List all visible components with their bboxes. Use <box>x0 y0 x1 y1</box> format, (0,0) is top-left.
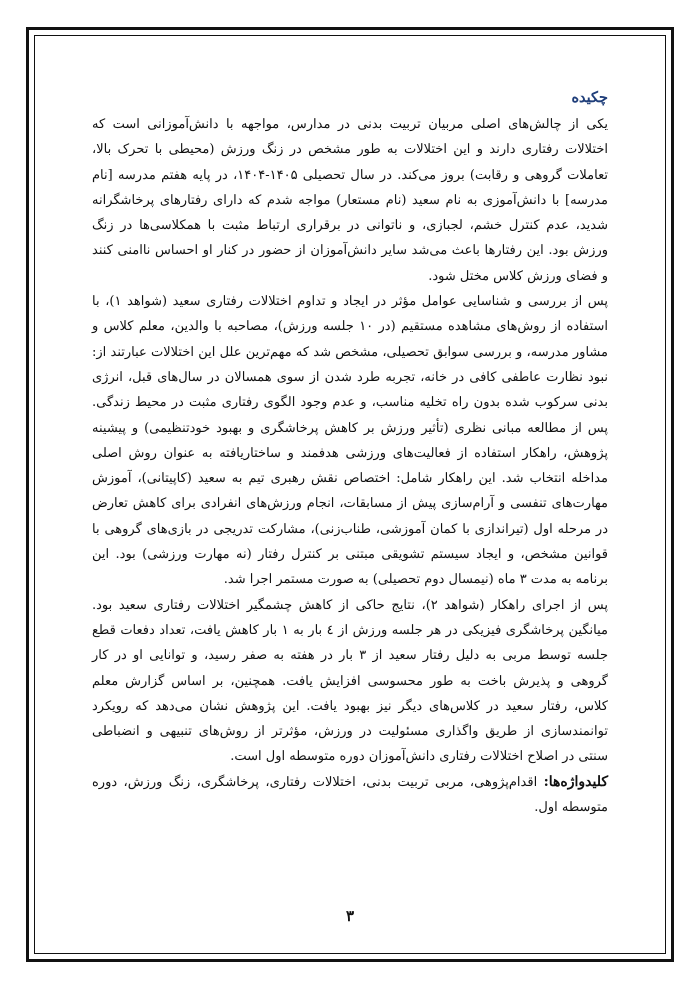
keywords-line <box>92 770 608 821</box>
keywords-label: کلیدواژه‌ها: <box>543 773 608 790</box>
abstract-heading: چکیده <box>571 89 608 106</box>
keywords-text: اقدام‌پژوهی، مربی تربیت بدنی، اختلالات رفتاری، پرخاشگری، زنگ ورزش، دوره متوسطه اول. <box>92 774 608 816</box>
page-number: ۳ <box>345 907 355 925</box>
abstract-section <box>92 86 608 820</box>
abstract-paragraph-1: یکی از چالش‌های اصلی مربیان تربیت بدنی در مدارس، مواجهه با دانش‌آموزانی است که اختلالات رفتاری دارند و این اختلالات به طور مشخص در زنگ ورزش (محیطی با تحرک بالا، تعاملات گروهی و رقابت) بروز می‌کند. در سال تحصیلی ۱۴۰۵-۱۴۰۴، در پایه هفتم مدرسه [نام مدرسه] با دانش‌آموزی به نام سعید (نام مستعار) مواجه شدم که دارای رفتارهای پرخاشگرانه شدید، عدم کنترل خشم، لجبازی، و ناتوانی در برقراری ارتباط مثبت با همکلاسی‌ها در زنگ ورزش بود. این رفتارها باعث می‌شد سایر دانش‌آموزان از حضور در کنار او احساس ناامنی کنند و فضای ورزش کلاس مختل شود. <box>92 117 608 284</box>
abstract-paragraph-2: پس از بررسی و شناسایی عوامل مؤثر در ایجاد و تداوم اختلالات رفتاری سعید (شواهد ۱)، با استفاده از روش‌های مشاهده مستقیم (در ۱۰ جلسه ورزش)، مصاحبه با والدین، معلم کلاس و مشاور مدرسه، و بررسی سوابق تحصیلی، مشخص شد که مهم‌ترین علل این اختلالات عبارتند از: نبود نظارت عاطفی کافی در خانه، تجربه طرد شدن از سوی همسالان در سال‌های قبل، انرژی بدنی سرکوب شده بدون راه تخلیه مناسب، و عدم وجود الگوی رفتاری مثبت در محیط زندگی. پس از مطالعه مبانی نظری (تأثیر ورزش بر کاهش پرخاشگری و بهبود خودتنظیمی) و پیشینه پژوهش، راهکار استفاده از فعالیت‌های ورزشی هدفمند و ساختاریافته به عنوان روش اصلی مداخله انتخاب شد. این راهکار شامل: اختصاص نقش رهبری تیم به سعید (کاپیتانی)، آموزش مهارت‌های تنفسی و آرام‌سازی پیش از مسابقات، انجام ورزش‌های انفرادی برای کاهش تعارض در مرحله اول (تیراندازی با کمان آموزشی، طناب‌زنی)، مشارکت تدریجی در بازی‌های گروهی با قوانین مشخص، و ایجاد سیستم تشویقی مبتنی بر کنترل رفتار (نه مهارت ورزشی) بود. این برنامه به مدت ۳ ماه (نیمسال دوم تحصیلی) به صورت مستمر اجرا شد. <box>92 294 609 588</box>
abstract-paragraph-3: پس از اجرای راهکار (شواهد ۲)، نتایج حاکی از کاهش چشمگیر اختلالات رفتاری سعید بود. میانگین پرخاشگری فیزیکی در هر جلسه ورزش از ٤ بار به ۱ بار کاهش یافت، تعداد دفعات قطع جلسه توسط مربی به دلیل رفتار سعید از ۳ بار در هفته به صفر رسید، و توانایی او در کار گروهی و پذیرش باخت به طور محسوسی افزایش یافت. همچنین، بر اساس گزارش معلم کلاس، رفتار سعید در کلاس‌های دیگر نیز بهبود یافت. این پژوهش نشان می‌دهد که رویکرد توانمندسازی از طریق واگذاری مسئولیت در ورزش، مؤثرتر از روش‌های تنبیهی و انضباطی سنتی در اصلاح اختلالات رفتاری دانش‌آموزان دوره متوسطه اول است. <box>92 597 609 765</box>
